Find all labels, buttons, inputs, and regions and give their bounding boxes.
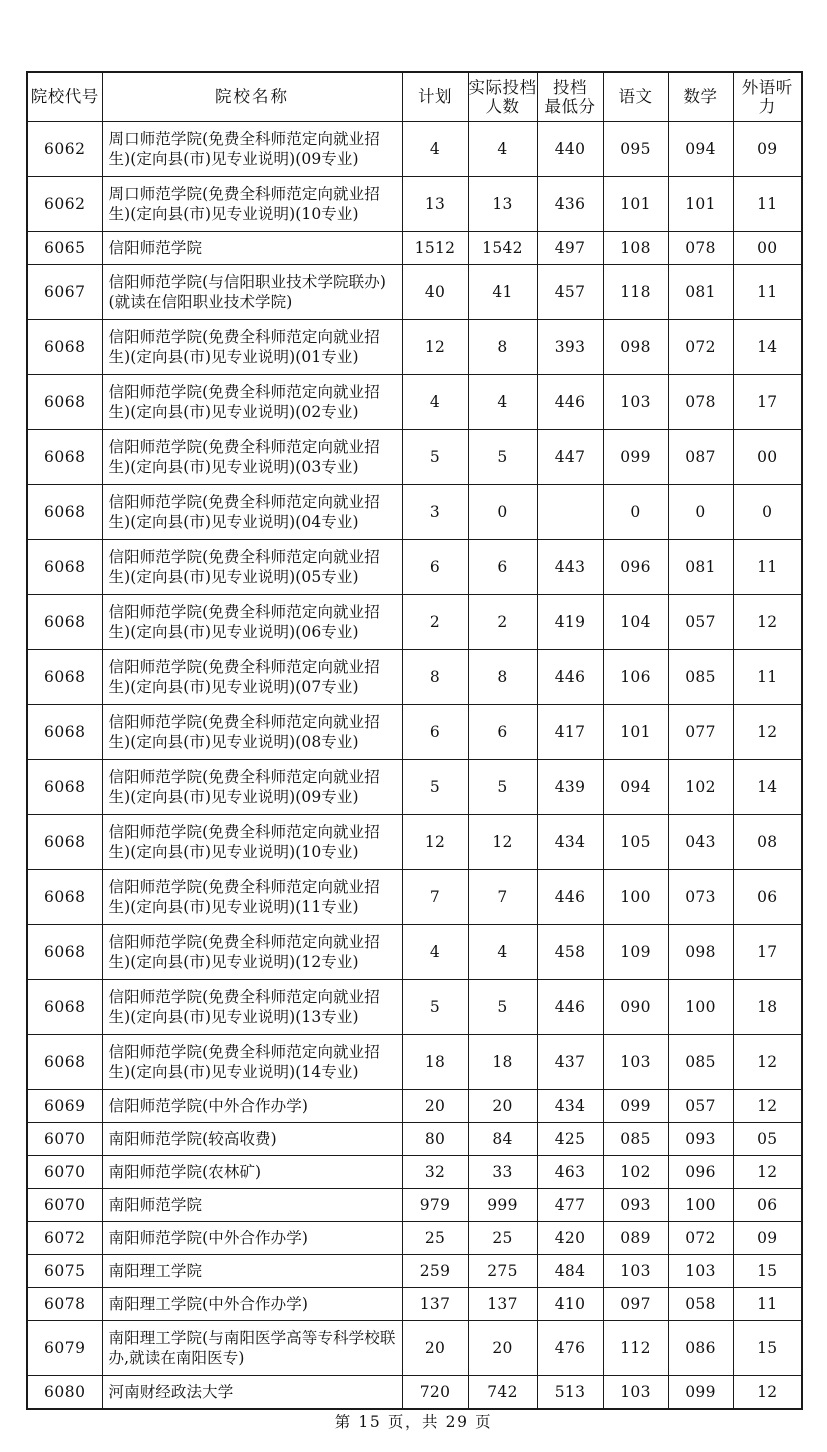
cell-english-listening-score: 15 [733, 1321, 802, 1376]
column-header-min-score [537, 72, 603, 122]
column-header-min-line1: 投档 [553, 77, 587, 97]
cell-institution-code: 6068 [27, 320, 102, 375]
cell-institution-name: 信阳师范学院(免费全科师范定向就业招生)(定向县(市)见专业说明)(09专业) [102, 760, 402, 815]
cell-institution-name: 南阳师范学院(较高收费) [102, 1123, 402, 1156]
cell-math-score: 057 [668, 1090, 733, 1123]
cell-chinese-score: 106 [603, 650, 668, 705]
cell-institution-code: 6068 [27, 980, 102, 1035]
cell-institution-code: 6079 [27, 1321, 102, 1376]
cell-actual-count: 25 [468, 1222, 537, 1255]
cell-institution-name: 信阳师范学院(免费全科师范定向就业招生)(定向县(市)见专业说明)(14专业) [102, 1035, 402, 1090]
cell-chinese-score: 104 [603, 595, 668, 650]
cell-math-score: 094 [668, 122, 733, 177]
cell-plan-count: 4 [402, 122, 468, 177]
cell-english-listening-score: 11 [733, 650, 802, 705]
cell-chinese-score: 093 [603, 1189, 668, 1222]
cell-math-score: 078 [668, 375, 733, 430]
cell-institution-code: 6067 [27, 265, 102, 320]
cell-actual-count: 12 [468, 815, 537, 870]
cell-math-score: 099 [668, 1376, 733, 1410]
cell-institution-name: 信阳师范学院(免费全科师范定向就业招生)(定向县(市)见专业说明)(03专业) [102, 430, 402, 485]
cell-institution-name: 南阳理工学院 [102, 1255, 402, 1288]
cell-math-score: 085 [668, 650, 733, 705]
cell-min-score: 443 [537, 540, 603, 595]
cell-min-score [537, 485, 603, 540]
cell-institution-code: 6069 [27, 1090, 102, 1123]
cell-institution-name: 信阳师范学院(免费全科师范定向就业招生)(定向县(市)见专业说明)(07专业) [102, 650, 402, 705]
cell-english-listening-score: 12 [733, 595, 802, 650]
cell-institution-code: 6068 [27, 375, 102, 430]
cell-plan-count: 18 [402, 1035, 468, 1090]
cell-min-score: 419 [537, 595, 603, 650]
table-row [27, 595, 802, 650]
cell-actual-count: 4 [468, 122, 537, 177]
column-header-actual [468, 72, 537, 122]
column-header-english-listening: 外语听力 [733, 72, 802, 122]
cell-institution-name: 信阳师范学院(免费全科师范定向就业招生)(定向县(市)见专业说明)(01专业) [102, 320, 402, 375]
cell-min-score: 476 [537, 1321, 603, 1376]
cell-actual-count: 6 [468, 705, 537, 760]
cell-actual-count: 5 [468, 760, 537, 815]
cell-english-listening-score: 14 [733, 760, 802, 815]
cell-institution-code: 6070 [27, 1189, 102, 1222]
cell-institution-code: 6070 [27, 1123, 102, 1156]
table-row [27, 265, 802, 320]
cell-actual-count: 18 [468, 1035, 537, 1090]
column-header-actual-line2: 人数 [485, 97, 520, 116]
cell-institution-name: 南阳师范学院 [102, 1189, 402, 1222]
cell-institution-code: 6080 [27, 1376, 102, 1410]
table-row [27, 1222, 802, 1255]
cell-actual-count: 137 [468, 1288, 537, 1321]
cell-min-score: 439 [537, 760, 603, 815]
page-footer: 第 15 页，共 29 页 [334, 1413, 493, 1431]
cell-english-listening-score: 06 [733, 870, 802, 925]
cell-actual-count: 5 [468, 980, 537, 1035]
cell-institution-name: 信阳师范学院(免费全科师范定向就业招生)(定向县(市)见专业说明)(06专业) [102, 595, 402, 650]
table-row [27, 1255, 802, 1288]
cell-english-listening-score: 12 [733, 705, 802, 760]
cell-plan-count: 1512 [402, 232, 468, 265]
cell-institution-code: 6068 [27, 815, 102, 870]
cell-english-listening-score: 11 [733, 265, 802, 320]
cell-english-listening-score: 12 [733, 1035, 802, 1090]
cell-plan-count: 20 [402, 1090, 468, 1123]
cell-chinese-score: 102 [603, 1156, 668, 1189]
cell-english-listening-score: 09 [733, 122, 802, 177]
cell-institution-code: 6068 [27, 925, 102, 980]
cell-institution-code: 6065 [27, 232, 102, 265]
cell-plan-count: 6 [402, 540, 468, 595]
column-header-math: 数学 [668, 72, 733, 122]
cell-actual-count: 6 [468, 540, 537, 595]
cell-math-score: 100 [668, 980, 733, 1035]
cell-math-score: 078 [668, 232, 733, 265]
cell-institution-code: 6068 [27, 650, 102, 705]
table-row [27, 540, 802, 595]
cell-chinese-score: 112 [603, 1321, 668, 1376]
table-row [27, 1090, 802, 1123]
cell-min-score: 440 [537, 122, 603, 177]
cell-math-score: 077 [668, 705, 733, 760]
cell-min-score: 410 [537, 1288, 603, 1321]
cell-math-score: 098 [668, 925, 733, 980]
cell-plan-count: 40 [402, 265, 468, 320]
cell-actual-count: 20 [468, 1090, 537, 1123]
cell-english-listening-score: 00 [733, 232, 802, 265]
cell-english-listening-score: 12 [733, 1156, 802, 1189]
cell-institution-code: 6068 [27, 870, 102, 925]
cell-institution-name: 南阳理工学院(与南阳医学高等专科学校联办,就读在南阳医专) [102, 1321, 402, 1376]
table-row [27, 1123, 802, 1156]
column-header-plan: 计划 [402, 72, 468, 122]
cell-institution-name: 信阳师范学院(免费全科师范定向就业招生)(定向县(市)见专业说明)(10专业) [102, 815, 402, 870]
cell-math-score: 101 [668, 177, 733, 232]
cell-min-score: 484 [537, 1255, 603, 1288]
cell-english-listening-score: 14 [733, 320, 802, 375]
cell-english-listening-score: 09 [733, 1222, 802, 1255]
cell-min-score: 463 [537, 1156, 603, 1189]
cell-institution-code: 6068 [27, 1035, 102, 1090]
cell-english-listening-score: 05 [733, 1123, 802, 1156]
cell-institution-name: 信阳师范学院(免费全科师范定向就业招生)(定向县(市)见专业说明)(11专业) [102, 870, 402, 925]
cell-chinese-score: 103 [603, 1255, 668, 1288]
cell-math-score: 072 [668, 320, 733, 375]
table-row [27, 485, 802, 540]
cell-actual-count: 7 [468, 870, 537, 925]
cell-english-listening-score: 15 [733, 1255, 802, 1288]
table-row [27, 1376, 802, 1410]
cell-english-listening-score: 08 [733, 815, 802, 870]
cell-math-score: 086 [668, 1321, 733, 1376]
cell-institution-name: 信阳师范学院(与信阳职业技术学院联办)(就读在信阳职业技术学院) [102, 265, 402, 320]
cell-plan-count: 5 [402, 980, 468, 1035]
cell-min-score: 446 [537, 375, 603, 430]
cell-institution-code: 6062 [27, 122, 102, 177]
cell-plan-count: 4 [402, 375, 468, 430]
cell-institution-code: 6068 [27, 540, 102, 595]
cell-actual-count: 8 [468, 650, 537, 705]
cell-chinese-score: 108 [603, 232, 668, 265]
cell-math-score: 096 [668, 1156, 733, 1189]
cell-plan-count: 4 [402, 925, 468, 980]
table-row [27, 705, 802, 760]
cell-institution-code: 6078 [27, 1288, 102, 1321]
cell-min-score: 434 [537, 815, 603, 870]
cell-plan-count: 137 [402, 1288, 468, 1321]
cell-institution-name: 河南财经政法大学 [102, 1376, 402, 1410]
cell-english-listening-score: 17 [733, 925, 802, 980]
cell-actual-count: 84 [468, 1123, 537, 1156]
table-row [27, 980, 802, 1035]
cell-institution-name: 信阳师范学院(免费全科师范定向就业招生)(定向县(市)见专业说明)(02专业) [102, 375, 402, 430]
cell-math-score: 103 [668, 1255, 733, 1288]
cell-plan-count: 2 [402, 595, 468, 650]
cell-min-score: 417 [537, 705, 603, 760]
cell-math-score: 085 [668, 1035, 733, 1090]
cell-min-score: 446 [537, 980, 603, 1035]
cell-chinese-score: 094 [603, 760, 668, 815]
cell-plan-count: 32 [402, 1156, 468, 1189]
cell-actual-count: 41 [468, 265, 537, 320]
cell-institution-code: 6068 [27, 595, 102, 650]
table-header [27, 72, 802, 122]
cell-institution-name: 信阳师范学院 [102, 232, 402, 265]
table-row [27, 1189, 802, 1222]
cell-institution-code: 6075 [27, 1255, 102, 1288]
cell-institution-name: 周口师范学院(免费全科师范定向就业招生)(定向县(市)见专业说明)(09专业) [102, 122, 402, 177]
cell-min-score: 446 [537, 650, 603, 705]
cell-actual-count: 20 [468, 1321, 537, 1376]
cell-chinese-score: 090 [603, 980, 668, 1035]
cell-plan-count: 7 [402, 870, 468, 925]
cell-plan-count: 259 [402, 1255, 468, 1288]
cell-institution-name: 信阳师范学院(免费全科师范定向就业招生)(定向县(市)见专业说明)(13专业) [102, 980, 402, 1035]
table-row [27, 430, 802, 485]
cell-english-listening-score: 11 [733, 1288, 802, 1321]
cell-math-score: 057 [668, 595, 733, 650]
cell-min-score: 437 [537, 1035, 603, 1090]
table-row [27, 870, 802, 925]
cell-actual-count: 2 [468, 595, 537, 650]
cell-chinese-score: 098 [603, 320, 668, 375]
cell-institution-name: 信阳师范学院(免费全科师范定向就业招生)(定向县(市)见专业说明)(04专业) [102, 485, 402, 540]
cell-actual-count: 5 [468, 430, 537, 485]
table-row [27, 925, 802, 980]
cell-chinese-score: 085 [603, 1123, 668, 1156]
cell-plan-count: 979 [402, 1189, 468, 1222]
table-row [27, 1035, 802, 1090]
cell-plan-count: 8 [402, 650, 468, 705]
cell-chinese-score: 089 [603, 1222, 668, 1255]
cell-institution-name: 信阳师范学院(免费全科师范定向就业招生)(定向县(市)见专业说明)(08专业) [102, 705, 402, 760]
table-row [27, 320, 802, 375]
cell-chinese-score: 109 [603, 925, 668, 980]
cell-actual-count: 0 [468, 485, 537, 540]
cell-min-score: 436 [537, 177, 603, 232]
cell-min-score: 425 [537, 1123, 603, 1156]
cell-plan-count: 720 [402, 1376, 468, 1410]
cell-min-score: 447 [537, 430, 603, 485]
cell-plan-count: 5 [402, 760, 468, 815]
column-header-min-line2: 最低分 [544, 97, 596, 116]
cell-institution-name: 南阳理工学院(中外合作办学) [102, 1288, 402, 1321]
cell-min-score: 457 [537, 265, 603, 320]
cell-min-score: 477 [537, 1189, 603, 1222]
cell-actual-count: 742 [468, 1376, 537, 1410]
cell-actual-count: 13 [468, 177, 537, 232]
cell-institution-name: 信阳师范学院(中外合作办学) [102, 1090, 402, 1123]
cell-actual-count: 4 [468, 925, 537, 980]
cell-math-score: 043 [668, 815, 733, 870]
cell-min-score: 420 [537, 1222, 603, 1255]
cell-plan-count: 6 [402, 705, 468, 760]
cell-actual-count: 999 [468, 1189, 537, 1222]
cell-chinese-score: 099 [603, 1090, 668, 1123]
cell-english-listening-score: 11 [733, 177, 802, 232]
table-row [27, 1156, 802, 1189]
cell-institution-code: 6072 [27, 1222, 102, 1255]
cell-chinese-score: 097 [603, 1288, 668, 1321]
cell-math-score: 087 [668, 430, 733, 485]
table-row [27, 815, 802, 870]
cell-chinese-score: 095 [603, 122, 668, 177]
cell-actual-count: 33 [468, 1156, 537, 1189]
cell-english-listening-score: 18 [733, 980, 802, 1035]
cell-math-score: 058 [668, 1288, 733, 1321]
cell-actual-count: 4 [468, 375, 537, 430]
cell-institution-code: 6068 [27, 760, 102, 815]
table-row [27, 760, 802, 815]
table-row [27, 650, 802, 705]
cell-institution-name: 周口师范学院(免费全科师范定向就业招生)(定向县(市)见专业说明)(10专业) [102, 177, 402, 232]
cell-math-score: 0 [668, 485, 733, 540]
cell-institution-code: 6070 [27, 1156, 102, 1189]
cell-institution-code: 6068 [27, 430, 102, 485]
cell-institution-code: 6068 [27, 485, 102, 540]
cell-chinese-score: 100 [603, 870, 668, 925]
cell-chinese-score: 103 [603, 375, 668, 430]
cell-institution-name: 信阳师范学院(免费全科师范定向就业招生)(定向县(市)见专业说明)(12专业) [102, 925, 402, 980]
cell-math-score: 081 [668, 540, 733, 595]
cell-math-score: 102 [668, 760, 733, 815]
cell-chinese-score: 103 [603, 1376, 668, 1410]
cell-actual-count: 8 [468, 320, 537, 375]
table-row [27, 375, 802, 430]
cell-plan-count: 3 [402, 485, 468, 540]
cell-institution-name: 南阳师范学院(农林矿) [102, 1156, 402, 1189]
cell-chinese-score: 118 [603, 265, 668, 320]
cell-plan-count: 5 [402, 430, 468, 485]
table-row [27, 122, 802, 177]
cell-math-score: 081 [668, 265, 733, 320]
table-row [27, 1288, 802, 1321]
cell-math-score: 100 [668, 1189, 733, 1222]
cell-english-listening-score: 06 [733, 1189, 802, 1222]
table-row [27, 232, 802, 265]
cell-min-score: 458 [537, 925, 603, 980]
table-row [27, 177, 802, 232]
cell-plan-count: 80 [402, 1123, 468, 1156]
column-header-name: 院校名称 [102, 72, 402, 122]
cell-institution-name: 南阳师范学院(中外合作办学) [102, 1222, 402, 1255]
cell-institution-name: 信阳师范学院(免费全科师范定向就业招生)(定向县(市)见专业说明)(05专业) [102, 540, 402, 595]
table-body [27, 122, 802, 1410]
cell-min-score: 497 [537, 232, 603, 265]
cell-plan-count: 20 [402, 1321, 468, 1376]
cell-chinese-score: 0 [603, 485, 668, 540]
cell-chinese-score: 105 [603, 815, 668, 870]
cell-plan-count: 25 [402, 1222, 468, 1255]
cell-english-listening-score: 17 [733, 375, 802, 430]
cell-math-score: 073 [668, 870, 733, 925]
cell-min-score: 393 [537, 320, 603, 375]
cell-institution-code: 6062 [27, 177, 102, 232]
cell-chinese-score: 099 [603, 430, 668, 485]
cell-plan-count: 13 [402, 177, 468, 232]
cell-institution-code: 6068 [27, 705, 102, 760]
header-row [27, 72, 802, 122]
column-header-chinese: 语文 [603, 72, 668, 122]
cell-chinese-score: 101 [603, 705, 668, 760]
cell-plan-count: 12 [402, 320, 468, 375]
cell-min-score: 434 [537, 1090, 603, 1123]
cell-min-score: 446 [537, 870, 603, 925]
column-header-code: 院校代号 [27, 72, 102, 122]
cell-actual-count: 1542 [468, 232, 537, 265]
cell-english-listening-score: 12 [733, 1376, 802, 1410]
cell-plan-count: 12 [402, 815, 468, 870]
cell-chinese-score: 101 [603, 177, 668, 232]
cell-chinese-score: 096 [603, 540, 668, 595]
cell-min-score: 513 [537, 1376, 603, 1410]
cell-chinese-score: 103 [603, 1035, 668, 1090]
cell-english-listening-score: 0 [733, 485, 802, 540]
cell-math-score: 093 [668, 1123, 733, 1156]
cell-english-listening-score: 11 [733, 540, 802, 595]
cell-english-listening-score: 00 [733, 430, 802, 485]
table-row [27, 1321, 802, 1376]
cell-english-listening-score: 12 [733, 1090, 802, 1123]
cell-math-score: 072 [668, 1222, 733, 1255]
admission-score-table [26, 71, 803, 1410]
column-header-actual-line1: 实际投档 [468, 77, 537, 97]
cell-actual-count: 275 [468, 1255, 537, 1288]
